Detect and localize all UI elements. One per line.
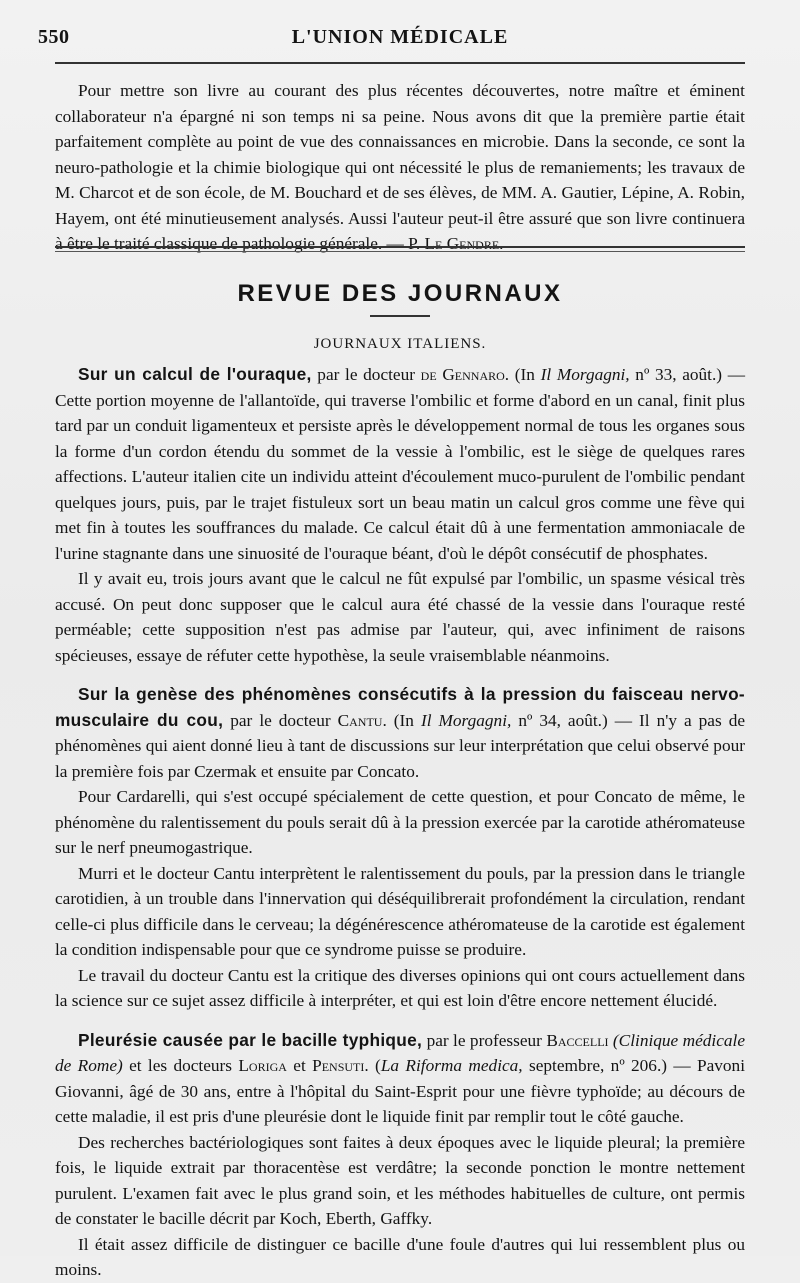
article-2-paragraph-1	[55, 682, 745, 784]
article-1-paragraph-2: Il y avait eu, trois jours avant que le calcul ne fût expulsé par l'ombilic, un spasme vésical très accusé. On peut donc supposer que le calcul aura été chassé de la vessie dans l'ouraque resté perméable; cette supposition n'est pas admise par l'auteur, qui, avec infiniment de raisons spécieuses, essaye de réfuter cette hypothèse, la seule vraisemblable néanmoins.	[55, 569, 745, 665]
intro-text: Pour mettre son livre au courant des plus récentes découvertes, notre maître et éminent collaborateur n'a épargné ni son temps ni sa peine. Nous avons dit que la première partie était parfaitement complète au point de vue des connaissances en microbie. Dans la seconde, ce sont la neuro-pathologie et la chimie biologique qui ont nécessité le plus de remaniements; les travaux de M. Charcot et de son école, de M. Bouchard et de ses élèves, de MM. A. Gautier, Lépine, A. Robin, Hayem, ont été minutieusement analysés. Aussi l'auteur peut-il être assuré que son livre continuera à être le traité classique de pathologie générale. —	[55, 81, 745, 253]
spacer	[55, 668, 745, 682]
article-3-author-3: Pensuti.	[312, 1056, 369, 1075]
article-3-paragraph-1	[55, 1028, 745, 1130]
intro-signature: P. Le Gendre.	[408, 234, 504, 253]
article-2-paragraph-4: Le travail du docteur Cantu est la critique des diverses opinions qui ont cours actuellement dans la science sur ce sujet assez difficile à interpréter, et qui est loin d'être encore nettement élucidé.	[55, 965, 745, 1010]
article-1-title: Sur un calcul de l'ouraque,	[78, 364, 312, 384]
article-2-source-open: (In	[386, 710, 421, 730]
article-1-body: nº 33, août.) — Cette portion moyenne de l'allantoïde, qui traverse l'ombilic et forme d'abord en un canal, finit plus tard par un conduit ligamenteux et persiste après le développement normal de tous les organes sous la forme d'un cordon étendu du sommet de la vessie à l'ombilic, est le siège de quelques rares affections. L'auteur italien cite un individu atteint d'écoulement muco-purulent de l'ombilic pendant quelques jours, puis, par le trajet fistuleux sort un beau matin un calcul gros comme une fève qui met fin à toutes les souffrances du malade. Ce calcul était dû à une fermentation ammoniacale de l'urine stagnante dans une sinuosité de l'ouraque béant, d'où le dépôt consécutif de phosphates.	[55, 365, 745, 563]
article-3-body: septembre, nº 206.) — Pavoni Giovanni, âgé de 30 ans, entre à l'hôpital du Saint-Esprit pour une fièvre typhoïde; au décours de cette maladie, il est pris d'une pleurésie dont le liquide finit par remplir tout le côté gauche.	[55, 1056, 745, 1126]
article-3-and-2: et	[286, 1056, 313, 1075]
article-2-by: par le docteur	[223, 710, 338, 730]
article-2-journal: Il Morgagni,	[420, 710, 512, 730]
article-1-journal: Il Morgagni,	[540, 365, 630, 384]
page-header	[38, 26, 762, 56]
running-title: L'UNION MÉDICALE	[291, 26, 509, 48]
article-3-paragraph-3: Il était assez difficile de distinguer ce bacille d'une foule d'autres qui lui ressemblent plus ou moins.	[55, 1234, 745, 1279]
article-3-journal-1: (Clinique médicale de Rome)	[55, 1030, 745, 1075]
article-2-author: Cantu.	[337, 710, 387, 730]
article-3-paragraph-2: Des recherches bactériologiques sont faites à deux époques avec le liquide pleural; la première fois, le liquide extrait par thoracentèse est verdâtre; la seconde ponction le montre nettement purulent. L'examen fait avec le plus grand soin, et les méthodes habituelles de culture, ont permis de constater le bacille décrit par Koch, Eberth, Gaffky.	[55, 1132, 745, 1228]
intro-paragraph	[55, 78, 745, 257]
article-3-and: et les docteurs	[122, 1056, 239, 1075]
section-subtitle: JOURNAUX ITALIENS.	[313, 336, 487, 352]
article-1-source-open: (In	[509, 365, 541, 384]
page-number: 550	[38, 26, 70, 48]
section-title-rule	[370, 315, 430, 317]
article-2-paragraph-3: Murri et le docteur Cantu interprètent le ralentissement du pouls, par la pression dans le triangle carotidien, à un trouble dans l'innervation qui déséquilibrerait profondément la circulation, rendant celle-ci plus difficile dans le cerveau; la dégénérescence athéromateuse de la carotide est également la condition indispensable pour que ce syndrome puisse se produire.	[55, 863, 745, 959]
section-rule-thick	[55, 246, 745, 248]
section-title: REVUE DES JOURNAUX	[237, 280, 563, 307]
article-3-by: par le professeur	[422, 1030, 547, 1050]
article-2-paragraph-2: Pour Cardarelli, qui s'est occupé spécialement de cette question, et pour Concato de même, le phénomène du ralentissement du pouls serait dû à la pression exercée par la carotide athéromateuse sur le nerf pneumogastrique.	[55, 787, 745, 857]
article-2-title: Sur la genèse des phénomènes consécutifs à la pression du faisceau nervo-musculaire du cou,	[55, 684, 745, 730]
article-2-body: nº 34, août.) — Il n'y a pas de phénomènes qui aient donné lieu à tant de discussions sur leur interprétation que celui observé pour la première fois par Czermak et ensuite par Concato.	[55, 710, 746, 781]
article-1-author: de Gennaro.	[420, 365, 510, 384]
articles-block	[55, 362, 745, 1283]
article-3-author-2: Loriga	[238, 1056, 287, 1075]
article-3-journal-2: La Riforma medica,	[380, 1056, 523, 1075]
article-1-by: par le docteur	[311, 365, 421, 384]
article-3-source-open: (	[368, 1056, 381, 1075]
article-1-paragraph-1	[55, 362, 745, 566]
intro-block	[55, 78, 745, 257]
section-rule-thin	[55, 251, 745, 252]
article-3-author-1: Baccelli	[546, 1030, 609, 1050]
header-rule	[55, 62, 745, 64]
article-3-title: Pleurésie causée par le bacille typhique,	[78, 1029, 423, 1050]
spacer	[55, 1014, 745, 1028]
